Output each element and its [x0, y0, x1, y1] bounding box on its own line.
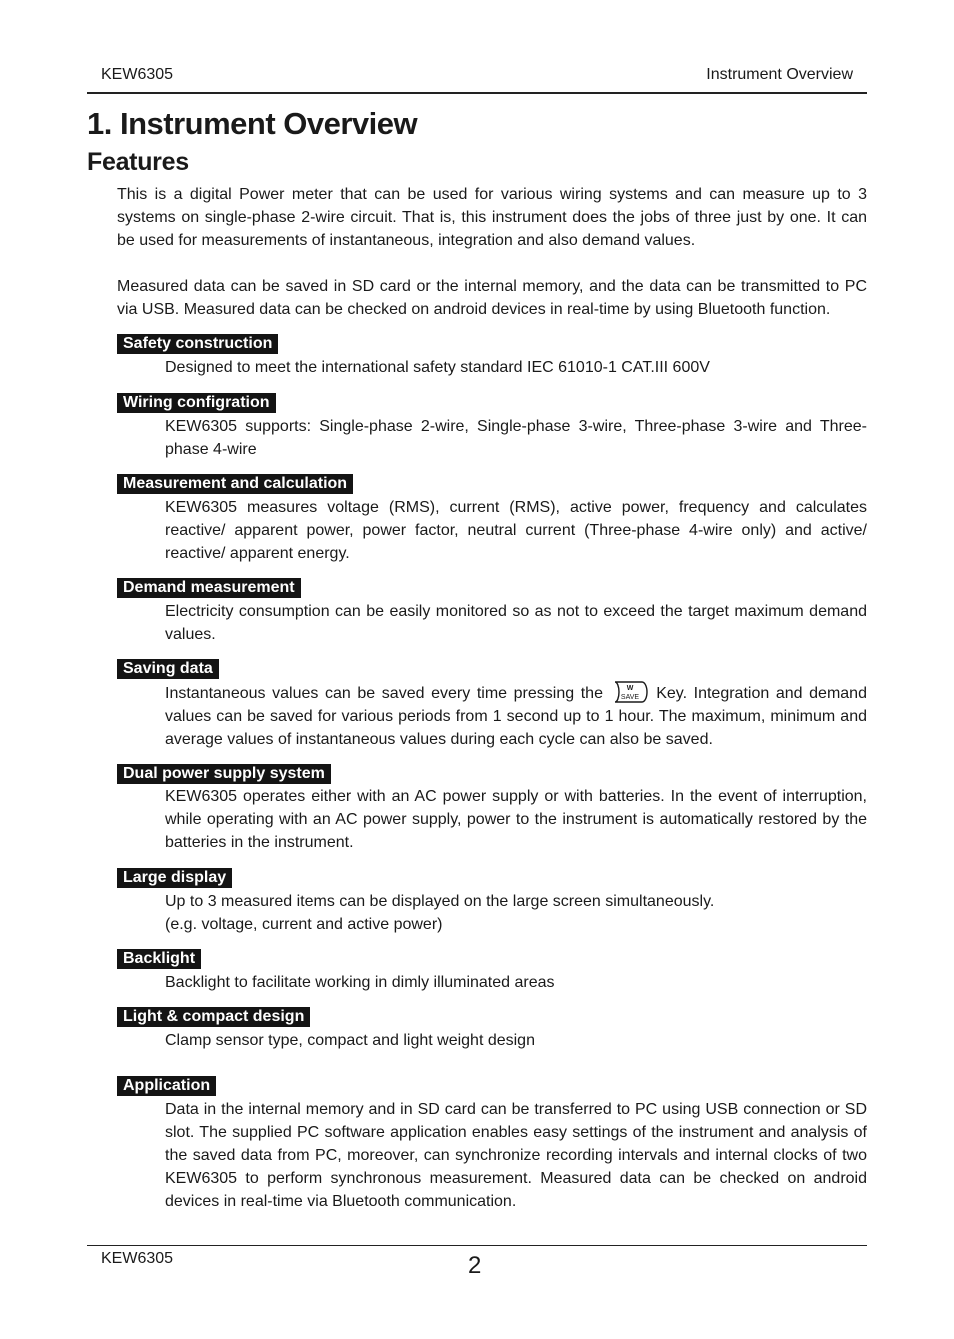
saving-text-before: Instantaneous values can be saved every time pressing the — [165, 685, 603, 702]
page-title: 1. Instrument Overview — [87, 106, 418, 141]
feature-text-application: Data in the internal memory and in SD card can be transferred to PC using USB connection or SD slot. The supplied PC software application enables easy settings of the instrument and analysis of the saved data from PC, moreover, can synchronize recording intervals and internal clocks of two KEW6305 to perform synchronous measurement. Measured data can be checked on android devices in real-time via Bluetooth communication. — [165, 1101, 867, 1210]
save-key-bottom-label: SAVE — [620, 694, 639, 701]
feature-tag-compact: Light & compact design — [117, 1007, 310, 1027]
feature-tag-safety: Safety construction — [117, 334, 278, 354]
feature-tag-backlight: Backlight — [117, 949, 201, 969]
feature-tag-demand: Demand measurement — [117, 578, 301, 598]
section-title: Features — [87, 148, 189, 176]
feature-tag-power: Dual power supply system — [117, 764, 331, 784]
save-key-icon — [612, 681, 648, 703]
feature-text-wiring: KEW6305 supports: Single-phase 2-wire, Single-phase 3-wire, Three-phase 3-wire and Three-phase 4-wire — [165, 418, 867, 458]
feature-text-compact: Clamp sensor type, compact and light weight design — [165, 1032, 535, 1049]
intro-paragraph-1: This is a digital Power meter that can be used for various wiring systems and can measure up to 3 systems on single-phase 2-wire circuit. That is, this instrument does the jobs of three just by one. It can be used for measurements of instantaneous, integration and also demand values. — [117, 186, 867, 249]
feature-tag-saving: Saving data — [117, 659, 219, 679]
page-number: 2 — [468, 1252, 482, 1279]
header-model: KEW6305 — [101, 66, 174, 83]
feature-text-safety: Designed to meet the international safety standard IEC 61010-1 CAT.III 600V — [165, 359, 710, 376]
feature-tag-display: Large display — [117, 868, 232, 888]
feature-text-demand: Electricity consumption can be easily monitored so as not to exceed the target maximum demand values. — [165, 603, 867, 643]
feature-tag-measurement: Measurement and calculation — [117, 474, 353, 494]
saving-text-after: Key. Integration and demand values can be saved for various periods from 1 second up to 1 hour. The maximum, minimum and average values of instantaneous values during each cycle can also be saved. — [165, 685, 867, 748]
feature-tag-wiring: Wiring configration — [117, 393, 276, 413]
feature-text-display-1: Up to 3 measured items can be displayed on the large screen simultaneously. — [165, 893, 715, 910]
feature-text-display-2: (e.g. voltage, current and active power) — [165, 916, 443, 933]
feature-text-backlight: Backlight to facilitate working in dimly illuminated areas — [165, 974, 555, 991]
page-header — [87, 64, 867, 94]
feature-text-power: KEW6305 operates either with an AC power supply or with batteries. In the event of interruption, while operating with an AC power supply, power to the instrument is automatically restored by the batteries in the instrument. — [165, 788, 867, 851]
feature-tag-application: Application — [117, 1076, 216, 1096]
save-key-top-label: W — [626, 685, 633, 692]
feature-text-saving — [165, 681, 867, 751]
feature-text-measurement: KEW6305 measures voltage (RMS), current (RMS), active power, frequency and calculates reactive/ apparent power, power factor, neutral current (Three-phase 4-wire only) and active/ reactive/ apparent energy. — [165, 499, 867, 562]
header-section: Instrument Overview — [706, 66, 853, 83]
footer-model: KEW6305 — [101, 1250, 174, 1267]
page-footer — [87, 1245, 867, 1286]
intro-paragraph-2: Measured data can be saved in SD card or the internal memory, and the data can be transmitted to PC via USB. Measured data can be checked on android devices in real-time by using Bluetooth function. — [117, 278, 867, 318]
